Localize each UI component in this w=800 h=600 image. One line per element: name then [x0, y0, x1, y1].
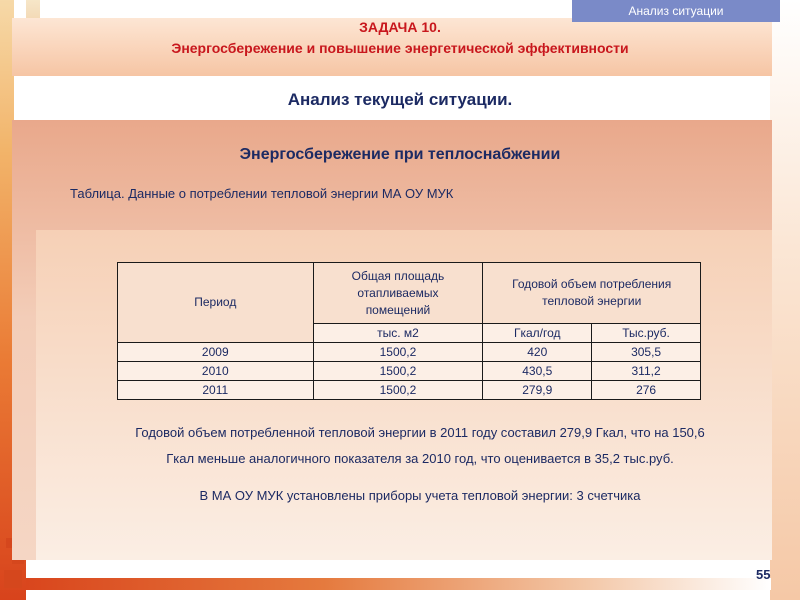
cell-rub: 276 — [592, 381, 701, 400]
cell-area: 1500,2 — [313, 362, 483, 381]
page-number: 55 — [756, 567, 771, 582]
summary-line-1: Годовой объем потребленной тепловой энергии в 2011 году составил 279,9 Гкал, что на 150,6 — [135, 425, 705, 440]
cell-year: 2010 — [118, 362, 314, 381]
unit-rub: Тыс.руб. — [592, 324, 701, 343]
col-header-period: Период — [118, 263, 314, 343]
cell-year: 2009 — [118, 343, 314, 362]
table-row — [118, 362, 701, 381]
table-caption: Таблица. Данные о потреблении тепловой энергии МА ОУ МУК — [70, 186, 454, 201]
bottom-frame-bar — [26, 578, 771, 590]
unit-gcal: Гкал/год — [483, 324, 592, 343]
analysis-title: Анализ текущей ситуации. — [287, 90, 513, 109]
unit-area: тыс. м2 — [313, 324, 483, 343]
cell-gcal: 279,9 — [483, 381, 592, 400]
task-number: ЗАДАЧА 10. — [359, 19, 441, 35]
decor-square — [4, 570, 22, 588]
cell-gcal: 430,5 — [483, 362, 592, 381]
cell-area: 1500,2 — [313, 343, 483, 362]
section-title: Энергосбережение при теплоснабжении — [239, 146, 561, 163]
meters-note: В МА ОУ МУК установлены приборы учета тепловой энергии: 3 счетчика — [199, 488, 641, 503]
cell-rub: 311,2 — [592, 362, 701, 381]
cell-rub: 305,5 — [592, 343, 701, 362]
col-header-area: Общая площадь отапливаемых помещений — [313, 263, 483, 324]
cell-area: 1500,2 — [313, 381, 483, 400]
table-row — [118, 343, 701, 362]
task-subtitle: Энергосбережение и повышение энергетической эффективности — [171, 40, 629, 56]
table-row — [118, 381, 701, 400]
section-tag: Анализ ситуации — [572, 0, 780, 22]
cell-year: 2011 — [118, 381, 314, 400]
summary-line-2: Гкал меньше аналогичного показателя за 2010 год, что оценивается в 35,2 тыс.руб. — [166, 451, 674, 466]
cell-gcal: 420 — [483, 343, 592, 362]
col-header-volume: Годовой объем потребления тепловой энергии — [483, 263, 701, 324]
heat-consumption-table — [117, 262, 701, 400]
